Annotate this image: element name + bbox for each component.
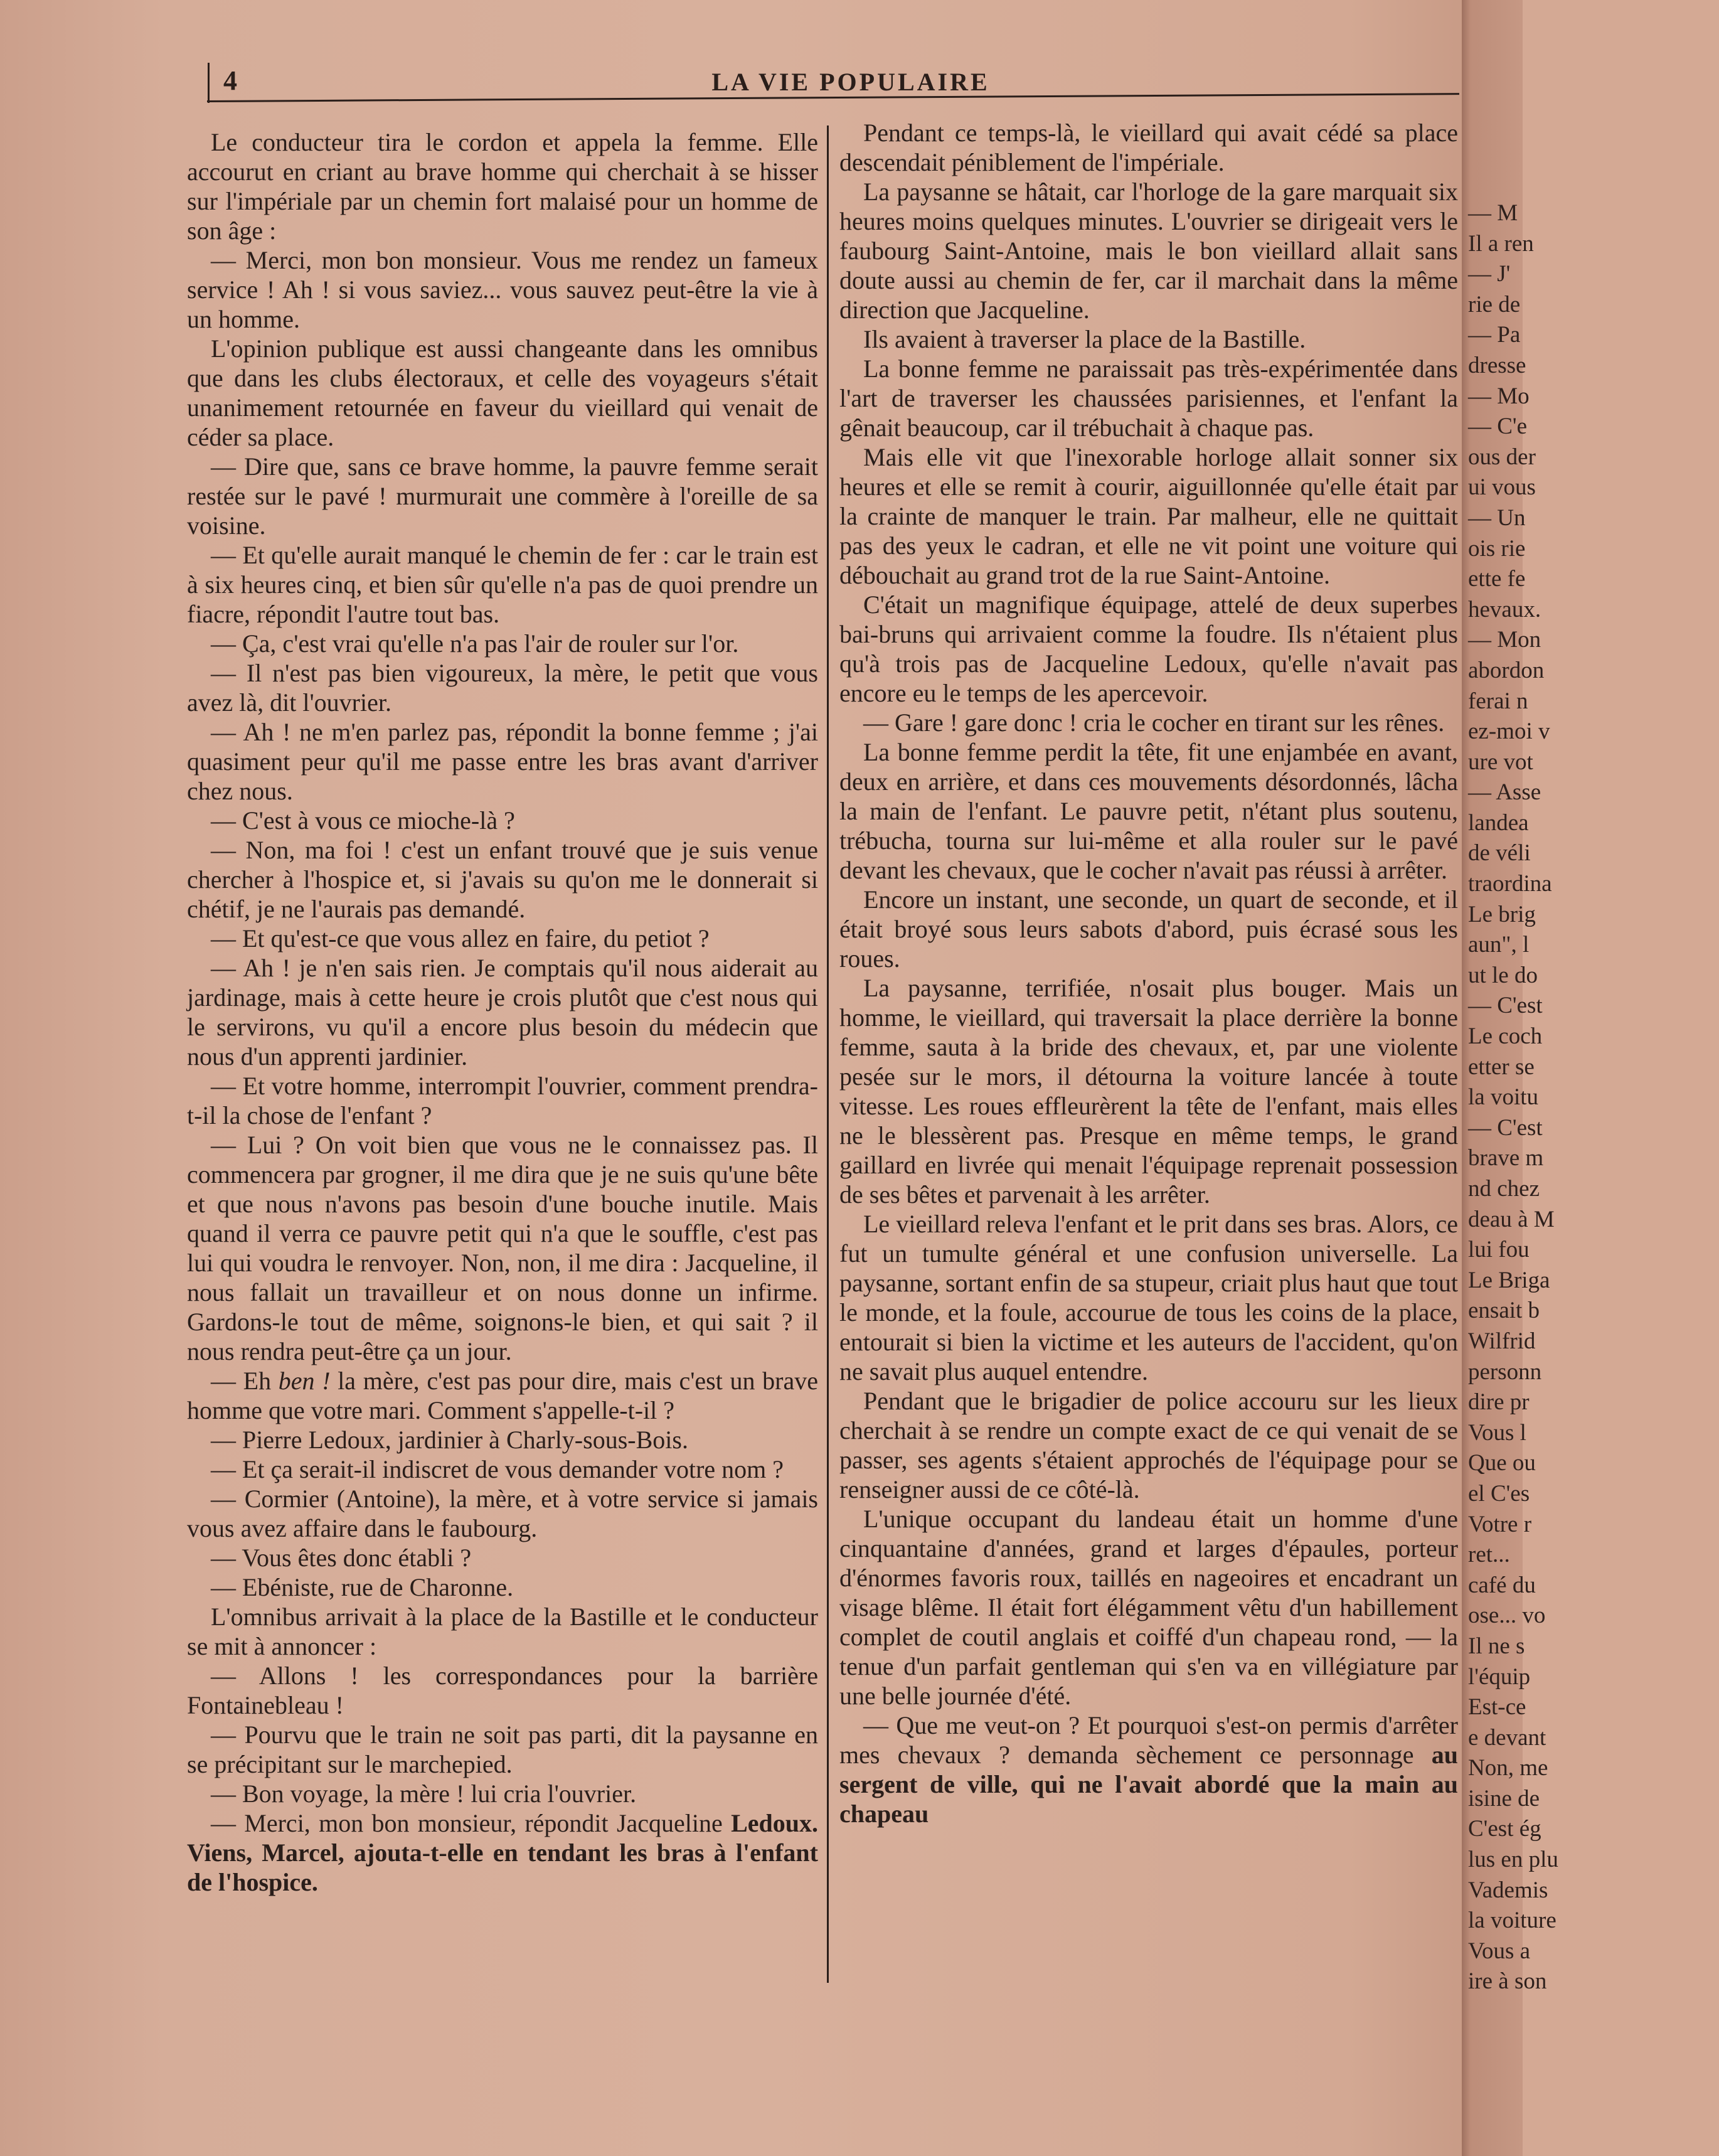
facing-page-fragment: Le coch [1468, 1023, 1543, 1050]
facing-page-fragment: ui vous [1468, 474, 1536, 501]
facing-page-fragment: ret... [1468, 1542, 1510, 1568]
left-paragraph: — Il n'est pas bien vigoureux, la mère, le petit que vous avez là, dit l'ouvrier. [187, 659, 818, 717]
facing-page-fragment: hevaux. [1468, 596, 1541, 622]
facing-page-edge [1462, 0, 1558, 2156]
facing-page-fragment: abordon [1468, 657, 1545, 683]
facing-page-fragment: Votre r [1468, 1511, 1532, 1537]
facing-page-fragment: — M [1468, 200, 1518, 226]
right-paragraph: La bonne femme perdit la tête, fit une enjambée en avant, deux en arrière, et dans ces mouvements désordonnés, lâcha la main de l'enfant. Le pauvre petit, n'étant plus soutenu, trébucha, tourna sur lui-même et alla rouler sur le pavé devant les chevaux, que le cocher n'avait pas réussi à arrêter. [839, 738, 1458, 884]
left-paragraph: — Allons ! les correspondances pour la barrière Fontainebleau ! [187, 1662, 818, 1719]
facing-page-fragment: ire à son [1468, 1968, 1547, 1995]
facing-page-fragment: café du [1468, 1572, 1536, 1598]
facing-page-fragment: traordina [1468, 871, 1552, 897]
facing-page-fragment: lus en plu [1468, 1847, 1558, 1873]
facing-page-fragment: dire pr [1468, 1389, 1530, 1416]
facing-page-fragment: landea [1468, 809, 1529, 836]
paragraph-heavy-text: au sergent de ville, qui ne l'avait abordé que la main au chapeau [839, 1741, 1458, 1828]
facing-page-fragment: ut le do [1468, 962, 1538, 988]
facing-page-fragment: ez-moi v [1468, 718, 1550, 745]
facing-page-fragment: ferai n [1468, 688, 1528, 714]
facing-page-fragment: dresse [1468, 352, 1526, 378]
facing-page-fragment: — C'e [1468, 414, 1528, 440]
facing-page-fragment: Vous a [1468, 1938, 1531, 1964]
right-paragraph: La bonne femme ne paraissait pas très-expérimentée dans l'art de traverser les chaussées parisiennes, et l'enfant la gênait beaucoup, car il trébuchait à chaque pas. [839, 355, 1458, 442]
facing-page-fragment: nd chez [1468, 1176, 1540, 1202]
left-paragraph: — Ça, c'est vrai qu'elle n'a pas l'air de rouler sur l'or. [211, 629, 739, 658]
facing-page-fragment: Vous l [1468, 1419, 1526, 1446]
right-paragraph: Le vieillard releva l'enfant et le prit dans ses bras. Alors, ce fut un tumulte général et une confusion universelle. La paysanne, sortant enfin de sa stupeur, criait plus haut que tout le monde, et la foule, accourue de tous les coins de la place, entourait si bien la victime et les auteurs de l'accident, qu'on ne savait plus auquel entendre. [839, 1210, 1458, 1385]
right-paragraph: C'était un magnifique équipage, attelé de deux superbes bai-bruns qui arrivaient comme la foudre. Ils n'étaient plus qu'à trois pas de Jacqueline Ledoux, qu'elle n'avait pas encore eu le temps de les apercevoir. [839, 590, 1458, 707]
facing-page-fragment: Vademis [1468, 1877, 1548, 1903]
facing-page-fragment: rie de [1468, 291, 1521, 318]
facing-page-fragment: la voiture [1468, 1908, 1557, 1934]
right-paragraph: Ils avaient à traverser la place de la Bastille. [863, 325, 1306, 353]
facing-page-fragment: aun", l [1468, 932, 1530, 958]
facing-page-fragment: la voitu [1468, 1084, 1539, 1111]
right-column [839, 118, 1458, 1828]
left-paragraph: — Et qu'est-ce que vous allez en faire, du petiot ? [211, 924, 710, 953]
right-paragraph: La paysanne, terrifiée, n'osait plus bouger. Mais un homme, le vieillard, qui traversait la place derrière la bonne femme, sauta à la bride des chevaux, et, par une violente pesée sur le mors, il détourna la voiture lancée à toute vitesse. Les roues effleurèrent la tête de l'enfant, mais elles ne le blessèrent pas. Presque en même temps, le grand gaillard en livrée qui menait l'équipage reprenait possession de ses bêtes et parvenait à les arrêter. [839, 974, 1458, 1209]
facing-page-fragment: personn [1468, 1358, 1542, 1385]
facing-page-fragment: l'équip [1468, 1663, 1531, 1690]
left-paragraph: — Et votre homme, interrompit l'ouvrier, comment prendra-t-il la chose de l'enfant ? [187, 1072, 818, 1129]
right-paragraph: L'unique occupant du landeau était un homme d'une cinquantaine d'années, grand et larges d'épaules, porteur d'énormes favoris roux, taillés en nageoires et encadrant un visage blême. Il était fort élégamment vêtu d'un habillement complet de coutil anglais et coiffé d'un chapeau rond, — la tenue d'un parfait gentleman qui s'en va en villégiature par une belle journée d'été. [839, 1505, 1458, 1710]
facing-page-fragment: ois rie [1468, 535, 1526, 562]
facing-page-fragment: — C'est [1468, 993, 1543, 1019]
facing-page-fragment: Il a ren [1468, 230, 1534, 257]
left-paragraph [187, 1366, 818, 1425]
facing-page-fragment: ensait b [1468, 1298, 1540, 1324]
left-paragraph: — Bon voyage, la mère ! lui cria l'ouvrier. [211, 1780, 637, 1808]
paragraph-text: — Merci, mon bon monsieur, répondit Jacqueline [211, 1809, 732, 1837]
facing-page-fragment: ose... vo [1468, 1603, 1546, 1629]
facing-page-fragment: etter se [1468, 1054, 1535, 1080]
facing-page-fragment: — Mon [1468, 627, 1541, 653]
facing-page-fragment: ette fe [1468, 566, 1526, 592]
left-paragraph: L'omnibus arrivait à la place de la Bastille et le conducteur se mit à annoncer : [187, 1603, 818, 1660]
left-paragraph: — Merci, mon bon monsieur. Vous me rendez un fameux service ! Ah ! si vous saviez... vous sauvez peut-être la vie à un homme. [187, 246, 818, 333]
left-paragraph: — Ebéniste, rue de Charonne. [211, 1573, 514, 1601]
left-paragraph: — Cormier (Antoine), la mère, et à votre service si jamais vous avez affaire dans le faubourg. [187, 1485, 818, 1542]
left-paragraph [187, 1808, 818, 1897]
left-paragraph: — Ah ! ne m'en parlez pas, répondit la bonne femme ; j'ai quasiment peur qu'il me passe entre les bras avant d'arriver chez nous. [187, 718, 818, 805]
facing-page-fragment: e devant [1468, 1724, 1546, 1751]
facing-page-fragment: ous der [1468, 444, 1536, 470]
left-paragraph: — C'est à vous ce mioche-là ? [211, 806, 515, 835]
left-paragraph: — Non, ma foi ! c'est un enfant trouvé que je suis venue chercher à l'hospice et, si j'avais su qu'on me le donnerait si chétif, je ne l'aurais pas demandé. [187, 836, 818, 923]
column-divider [827, 125, 829, 1983]
facing-page-fragment: — Pa [1468, 322, 1521, 348]
left-paragraph: — Dire que, sans ce brave homme, la pauvre femme serait restée sur le pavé ! murmurait une commère à l'oreille de sa voisine. [187, 452, 818, 540]
facing-page-fragment: Que ou [1468, 1450, 1536, 1476]
facing-page-fragment: ure vot [1468, 749, 1533, 775]
left-paragraph: L'opinion publique est aussi changeante dans les omnibus que dans les clubs électoraux, et celle des voyageurs s'était unanimement retournée en faveur du vieillard qui venait de céder sa place. [187, 334, 818, 451]
left-paragraph: — Lui ? On voit bien que vous ne le connaissez pas. Il commencera par grogner, il me dira que je ne suis qu'une bête et que nous n'avons pas besoin d'une bouche inutile. Mais quand il verra ce pauvre petit qui n'a que le souffle, c'est pas lui qui voudra le renvoyer. Non, non, il me dira : Jacqueline, il nous fallait un travailleur et on nous donne un infirme. Gardons-le tout de même, soignons-le bien, et qui sait ? il nous rendra peut-être ça un jour. [187, 1131, 818, 1365]
paragraph-text: — Eh [211, 1367, 279, 1395]
facing-page-fragment: Il ne s [1468, 1633, 1525, 1659]
facing-page-fragment: Non, me [1468, 1755, 1548, 1781]
facing-page-fragment: Le brig [1468, 901, 1536, 927]
right-paragraph [839, 1710, 1458, 1828]
facing-page-fragment: lui fou [1468, 1237, 1530, 1263]
left-paragraph: — Pierre Ledoux, jardinier à Charly-sous-Bois. [211, 1426, 688, 1454]
paragraph-text: — Que me veut-on ? Et pourquoi s'est-on permis d'arrêter mes chevaux ? demanda sèchement ce personnage [839, 1711, 1458, 1769]
facing-page-fragment: Wilfrid [1468, 1328, 1536, 1354]
right-paragraph: Pendant que le brigadier de police accouru sur les lieux cherchait à se rendre un compte exact de ce qui venait de se passer, ses agents s'étaient approchés de l'équipage pour se renseigner aussi de ce côté-là. [839, 1387, 1458, 1503]
header-bracket-rule [208, 63, 210, 103]
right-paragraph: La paysanne se hâtait, car l'horloge de la gare marquait six heures moins quelques minutes. L'ouvrier se dirigeait vers le faubourg Saint-Antoine, mais le bon vieillard allait sans doute aussi au chemin de fer, car il marchait dans la même direction que Jacqueline. [839, 178, 1458, 324]
facing-page-fragment: — J' [1468, 261, 1511, 287]
right-paragraph: Pendant ce temps-là, le vieillard qui avait cédé sa place descendait péniblement de l'impériale. [839, 119, 1458, 176]
facing-page-fragment: isine de [1468, 1785, 1540, 1812]
left-paragraph: — Et ça serait-il indiscret de vous demander votre nom ? [211, 1455, 784, 1483]
facing-page-fragment: Est-ce [1468, 1694, 1526, 1721]
right-paragraph: Mais elle vit que l'inexorable horloge allait sonner six heures et elle se remit à courir, aiguillonnée qu'elle était par la crainte de manquer le train. Par malheur, elle ne quittait pas des yeux le cadran, et elle ne vit point une voiture qui débouchait au grand trot de la rue Saint-Antoine. [839, 443, 1458, 589]
right-paragraph: — Gare ! gare donc ! cria le cocher en tirant sur les rênes. [863, 708, 1445, 737]
left-paragraph: — Et qu'elle aurait manqué le chemin de fer : car le train est à six heures cinq, et bien sûr qu'elle n'a pas de quoi prendre un fiacre, répondit l'autre tout bas. [187, 541, 818, 628]
facing-page-fragment: C'est ég [1468, 1816, 1541, 1842]
facing-page-fragment: — C'est [1468, 1114, 1543, 1141]
running-title: LA VIE POPULAIRE [711, 68, 990, 96]
page-number: 4 [223, 65, 237, 96]
facing-page-fragment: de véli [1468, 840, 1531, 867]
facing-page-fragment: — Asse [1468, 779, 1541, 806]
paragraph-heavy-text: Ledoux. Viens, Marcel, ajouta-t-elle en tendant les bras à l'enfant de l'hospice. [187, 1809, 818, 1896]
facing-page-fragment: Le Briga [1468, 1267, 1550, 1293]
left-paragraph: — Ah ! je n'en sais rien. Je comptais qu'il nous aiderait au jardinage, mais à cette heure je crois plutôt que c'est nous qui le servirons, vu qu'il a encore plus besoin du médecin que nous d'un apprenti jardinier. [187, 954, 818, 1070]
right-paragraph: Encore un instant, une seconde, un quart de seconde, et il était broyé sous leurs sabots d'abord, puis écrasé sous les roues. [839, 885, 1458, 973]
facing-page-text [1468, 198, 1719, 1997]
facing-page-fragment: brave m [1468, 1145, 1544, 1171]
facing-page-fragment: el C'es [1468, 1480, 1530, 1507]
facing-page-fragment: deau à M [1468, 1206, 1555, 1232]
paragraph-italic-text: ben ! [278, 1367, 331, 1395]
paragraph-text: la mère, c'est pas pour dire, mais c'est un brave homme que votre mari. Comment s'appelle-t-il ? [187, 1367, 819, 1424]
left-paragraph: Le conducteur tira le cordon et appela la femme. Elle accourut en criant au brave homme qui cherchait à se hisser sur l'impériale par un chemin fort malaisé pour un homme de son âge : [187, 128, 818, 245]
facing-page-fragment: — Mo [1468, 383, 1530, 409]
left-column [187, 127, 818, 1897]
left-paragraph: — Pourvu que le train ne soit pas parti, dit la paysanne en se précipitant sur le marchepied. [187, 1721, 818, 1778]
facing-page-fragment: — Un [1468, 504, 1526, 531]
left-paragraph: — Vous êtes donc établi ? [211, 1544, 472, 1572]
